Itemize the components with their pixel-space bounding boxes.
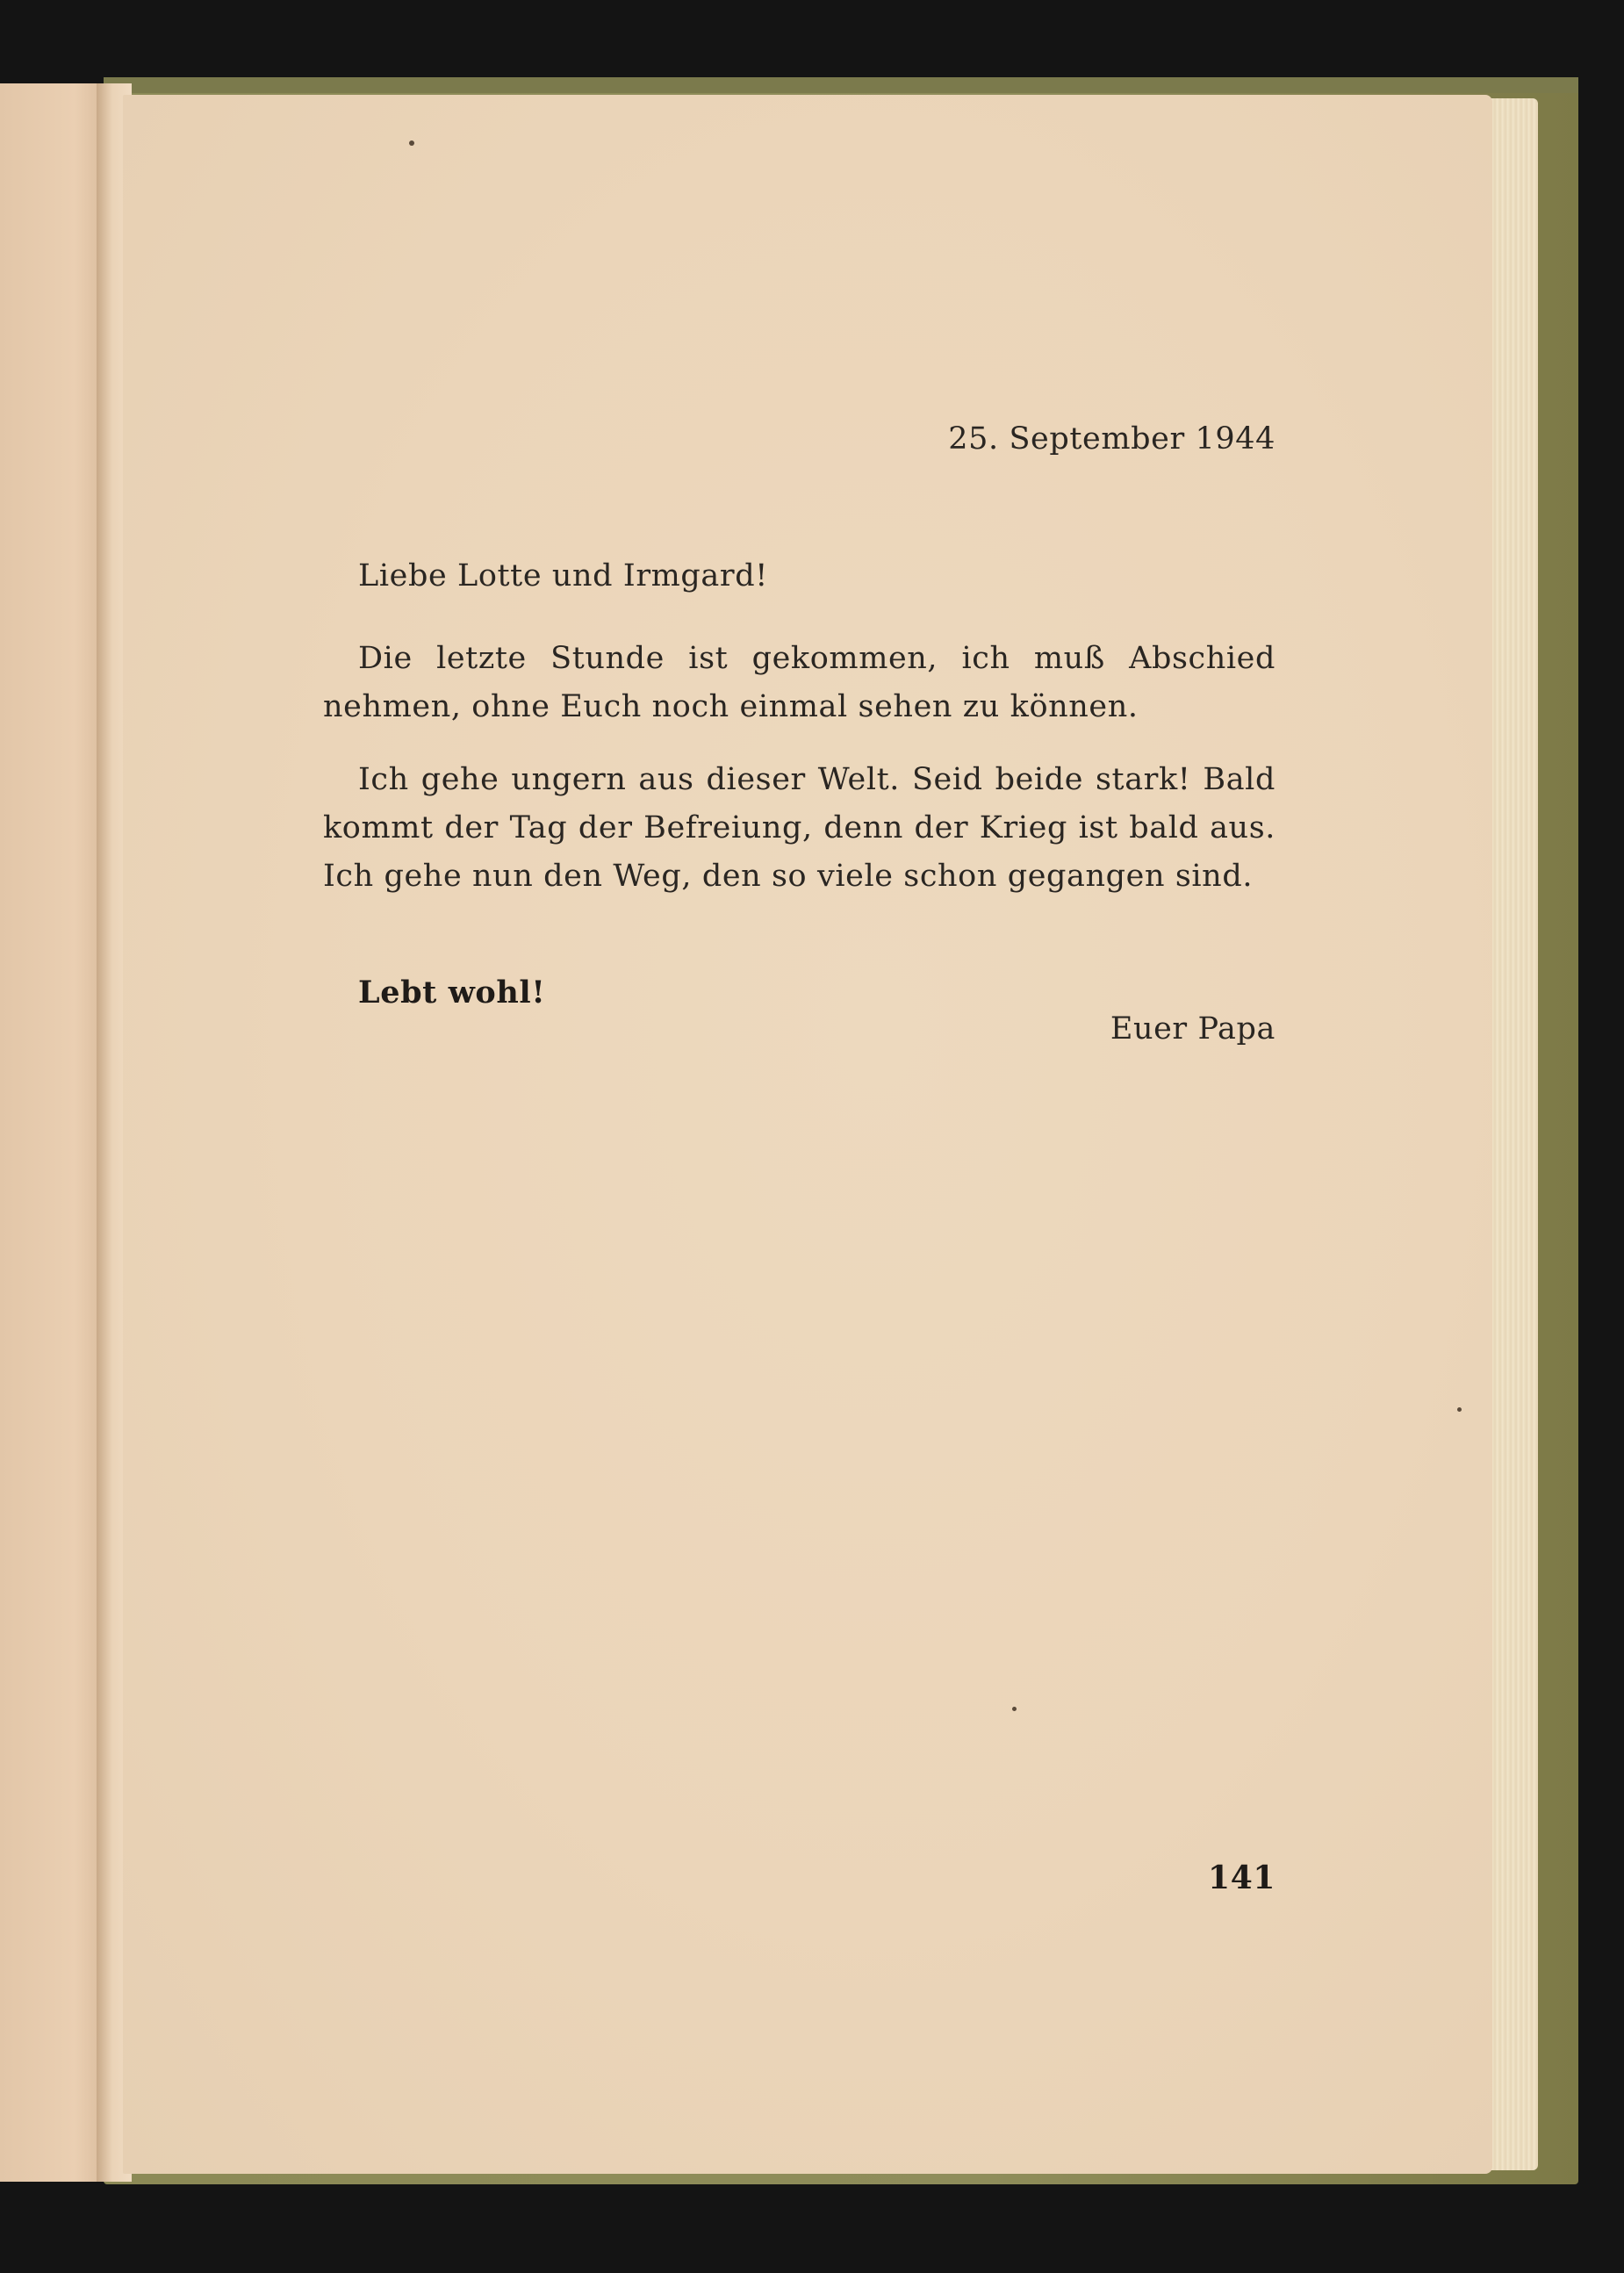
letter-paragraph: Ich gehe ungern aus dieser Welt. Seid beide stark! Bald kommt der Tag der Befreiung, denn der Krieg ist bald aus. Ich gehe nun den Weg, den so viele schon gegangen sind. xyxy=(323,762,1275,894)
paper-speck xyxy=(409,140,414,146)
page-number: 141 xyxy=(1208,1859,1275,1896)
letter-date: 25. September 1944 xyxy=(948,421,1275,457)
book-cover-edge xyxy=(104,77,1578,93)
letter-closing: Lebt wohl! xyxy=(358,975,546,1011)
paper-speck xyxy=(1457,1407,1462,1412)
paper-speck xyxy=(1012,1707,1017,1711)
letter-salutation: Liebe Lotte und Irmgard! xyxy=(358,558,768,593)
letter-paragraph: Die letzte Stunde ist gekommen, ich muß Abschied nehmen, ohne Euch noch einmal sehen zu können. xyxy=(323,641,1275,724)
left-page xyxy=(0,83,107,2182)
letter-signature: Euer Papa xyxy=(1110,1011,1275,1047)
